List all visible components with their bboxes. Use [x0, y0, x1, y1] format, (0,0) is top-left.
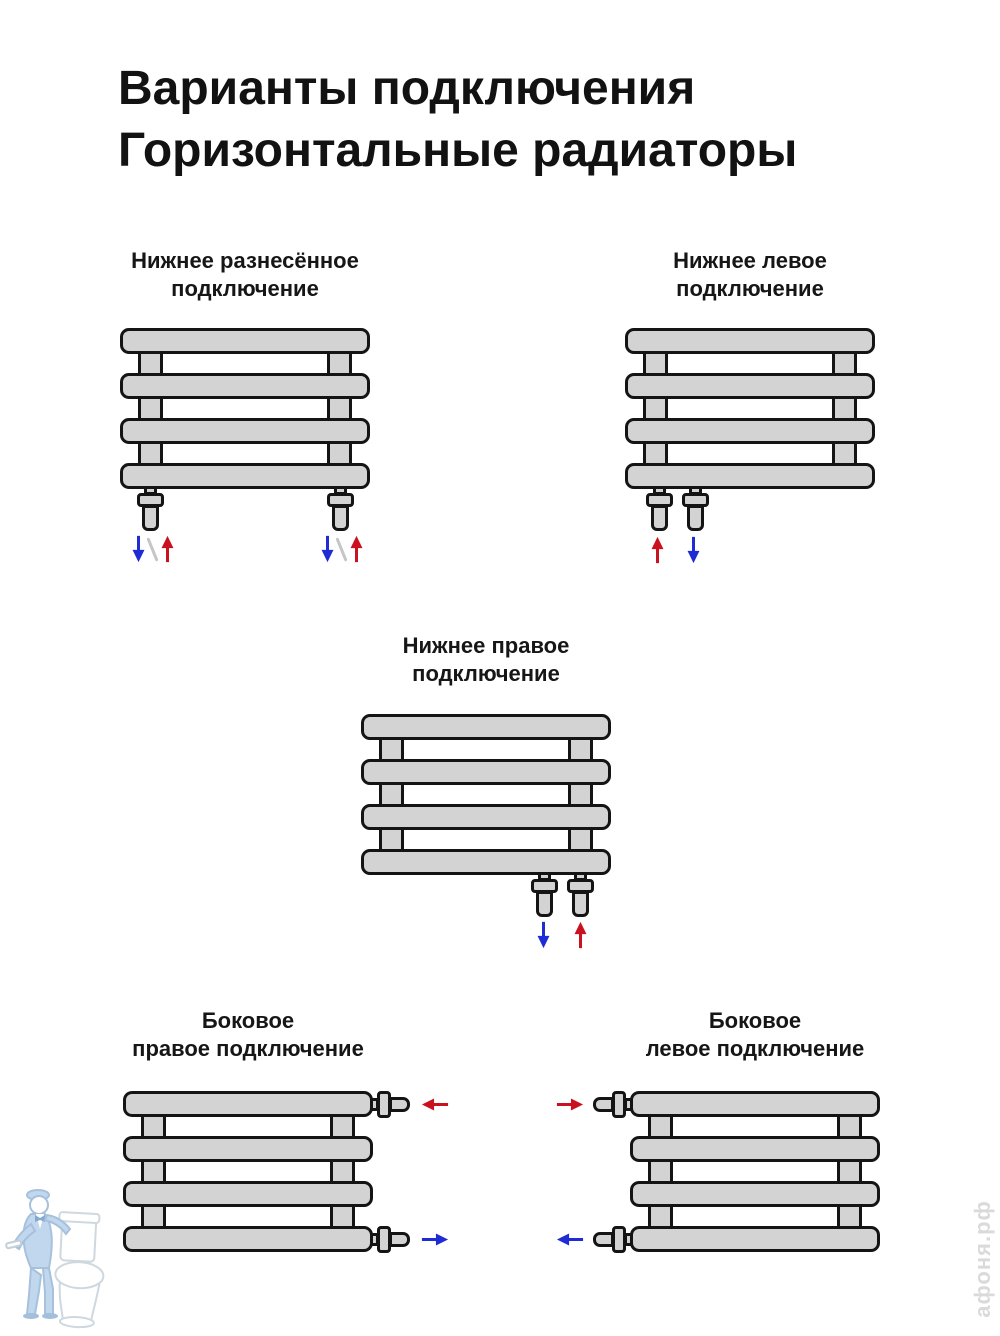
fitting-pipe: [593, 1097, 614, 1112]
diagram-label-line1: Нижнее правое: [402, 633, 570, 658]
radiator-bar: [120, 328, 370, 354]
slash-divider-icon: [335, 537, 347, 561]
radiator-bar: [361, 804, 611, 830]
fitting-nut: [327, 493, 354, 507]
pipe-fitting: [531, 871, 558, 917]
radiator-illustration: [630, 1091, 880, 1252]
diagram-label-line2: подключение: [412, 661, 560, 687]
radiator-illustration: [361, 714, 611, 875]
page-title-line2: Горизонтальные радиаторы: [118, 124, 798, 178]
return-flow-down-arrow-icon: [320, 535, 335, 563]
diagram-label-line1: Нижнее разнесённое: [131, 248, 359, 273]
supply-flow-up-arrow-icon: [160, 535, 175, 563]
radiator-bar: [120, 463, 370, 489]
radiator-bar: [630, 1181, 880, 1207]
radiator-bar: [361, 714, 611, 740]
supply-flow-left-arrow-icon: [421, 1097, 449, 1112]
diagram-label-line2: подключение: [676, 276, 824, 302]
diagram-label: [595, 1007, 915, 1063]
fitting-nut: [612, 1226, 626, 1253]
fitting-pipe: [536, 891, 553, 917]
fitting-nut: [646, 493, 673, 507]
return-flow-down-arrow-icon: [131, 535, 146, 563]
fitting-pipe: [332, 505, 349, 531]
diagram-label-line1: Нижнее левое: [673, 248, 827, 273]
radiator-illustration: [120, 328, 370, 489]
fitting-nut: [567, 879, 594, 893]
diagram-label-line1: Боковое: [201, 1008, 295, 1033]
return-flow-right-arrow-icon: [421, 1232, 449, 1247]
supply-flow-right-arrow-icon: [556, 1097, 584, 1112]
pipe-fitting: [567, 871, 594, 917]
radiator-bar: [123, 1091, 373, 1117]
fitting-pipe: [687, 505, 704, 531]
radiator-collector: [837, 1102, 862, 1241]
site-name-watermark: афоня.рф: [970, 1200, 995, 1318]
page-title: [118, 58, 797, 183]
radiator-bar: [123, 1181, 373, 1207]
radiator-collector: [568, 725, 593, 864]
pipe-fitting: [369, 1090, 410, 1118]
radiator-collector: [379, 725, 404, 864]
supply-flow-up-arrow-icon: [573, 921, 588, 949]
pipe-fitting: [682, 485, 709, 531]
plumber-logo-watermark: [4, 1183, 116, 1336]
radiator-illustration: [625, 328, 875, 489]
slash-divider-icon: [146, 537, 158, 561]
fitting-nut: [612, 1091, 626, 1118]
fitting-pipe: [142, 505, 159, 531]
radiator-collector: [327, 339, 352, 478]
pipe-fitting: [327, 485, 354, 531]
fitting-nut: [377, 1091, 391, 1118]
fitting-pipe: [593, 1232, 614, 1247]
radiator-illustration: [123, 1091, 373, 1252]
radiator-bar: [625, 328, 875, 354]
diagram-label-line1: Боковое: [708, 1008, 802, 1033]
diagram-label: [88, 1007, 408, 1063]
fitting-pipe: [389, 1097, 410, 1112]
diagram-label: [326, 632, 646, 688]
fitting-nut: [377, 1226, 391, 1253]
page-title-line1: Варианты подключения: [118, 62, 696, 115]
pipe-fitting: [593, 1090, 634, 1118]
radiator-bar: [361, 849, 611, 875]
radiator-collector: [138, 339, 163, 478]
radiator-collector: [330, 1102, 355, 1241]
pipe-fitting: [646, 485, 673, 531]
fitting-nut: [137, 493, 164, 507]
radiator-collector: [648, 1102, 673, 1241]
diagram-label: [590, 247, 910, 303]
radiator-bar: [120, 373, 370, 399]
radiator-bar: [123, 1226, 373, 1252]
radiator-bar: [361, 759, 611, 785]
fitting-pipe: [389, 1232, 410, 1247]
return-flow-down-arrow-icon: [536, 921, 551, 949]
radiator-bar: [625, 418, 875, 444]
diagram-label: [85, 247, 405, 303]
fitting-pipe: [572, 891, 589, 917]
return-flow-left-arrow-icon: [556, 1232, 584, 1247]
supply-flow-up-arrow-icon: [650, 536, 665, 564]
radiator-collector: [643, 339, 668, 478]
fitting-pipe: [651, 505, 668, 531]
radiator-bar: [123, 1136, 373, 1162]
supply-flow-up-arrow-icon: [349, 535, 364, 563]
radiator-bar: [625, 373, 875, 399]
radiator-bar: [120, 418, 370, 444]
fitting-nut: [531, 879, 558, 893]
diagram-label-line2: правое подключение: [132, 1036, 364, 1062]
diagram-label-line2: левое подключение: [645, 1036, 865, 1062]
fitting-nut: [682, 493, 709, 507]
return-flow-down-arrow-icon: [686, 536, 701, 564]
radiator-bar: [630, 1136, 880, 1162]
pipe-fitting: [137, 485, 164, 531]
radiator-bar: [625, 463, 875, 489]
radiator-bar: [630, 1226, 880, 1252]
radiator-collector: [832, 339, 857, 478]
pipe-fitting: [593, 1225, 634, 1253]
radiator-collector: [141, 1102, 166, 1241]
radiator-bar: [630, 1091, 880, 1117]
diagram-label-line2: подключение: [171, 276, 319, 302]
pipe-fitting: [369, 1225, 410, 1253]
